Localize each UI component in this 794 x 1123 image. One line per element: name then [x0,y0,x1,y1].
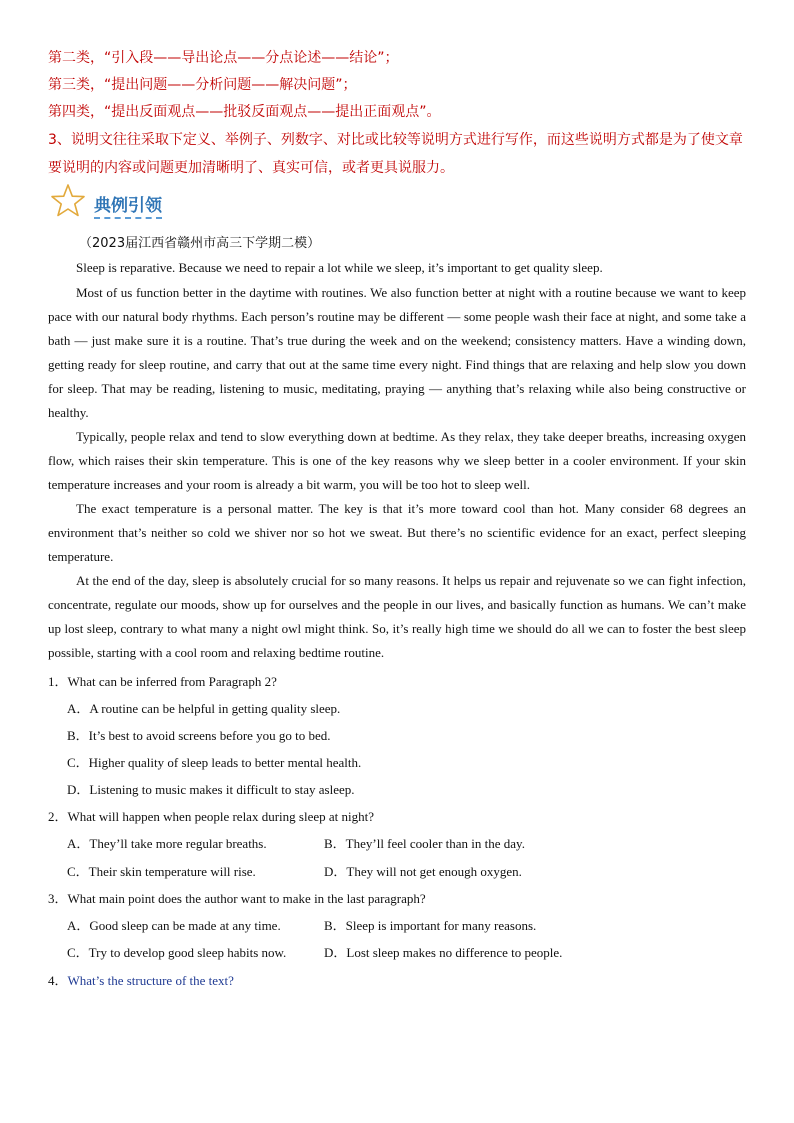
passage-paragraph-5: At the end of the day, sleep is absolutely crucial for so many reasons. It helps us repair and rejuvenate so we can fight infection, concentrate, regulate our moods, show up for ourselves and the people in our lives, and basically function as humans. We can’t make up lost sleep, contrary to what many a night owl might think. So, it’s really high time we should do all we can to foster the best sleep possible, starting with a cool room and relaxing bedtime routine. [48,573,746,661]
question-3-option-b: B．Sleep is important for many reasons. [324,918,537,933]
question-1-stem: 1．What can be inferred from Paragraph 2? [48,674,277,689]
question-4-number: 4． [48,973,68,988]
question-2-option-a: A．They’ll take more regular breaths. [67,836,267,851]
question-3-stem: 3．What main point does the author want to make in the last paragraph? [48,891,426,906]
question-2-option-c: C．Their skin temperature will rise. [67,864,256,879]
intro-line-4: 3、说明文往往采取下定义、举例子、列数字、对比或比较等说明方式进行写作，而这些说明方式都是为了使文章 [48,132,743,148]
source-line: （2023届江西省赣州市高三下学期二模） [79,236,321,251]
question-1-option-d: D．Listening to music makes it difficult to stay asleep. [67,782,355,797]
passage-paragraph-3: Typically, people relax and tend to slow everything down at bedtime. As they relax, they take deeper breaths, increasing oxygen flow, which raises their skin temperature. This is one of the key reasons why we sleep better in a cooler environment. If your skin temperature increases and your room is already a bit warm, you will be too hot to sleep well. [48,429,746,493]
star-icon [50,183,86,219]
question-3-option-d: D．Lost sleep makes no difference to people. [324,945,563,960]
question-1-option-b: B．It’s best to avoid screens before you go to bed. [67,728,331,743]
question-2-option-d: D．They will not get enough oxygen. [324,864,522,879]
section-title: 典例引领 [94,191,162,219]
question-1-option-c: C．Higher quality of sleep leads to better mental health. [67,755,362,770]
passage-paragraph-2: Most of us function better in the daytime with routines. We also function better at night with a routine because we want to keep pace with our natural body rhythms. Each person’s routine may be different — some people wash their face at night, and some take a bath — just make sure it is a routine. That’s true during the week and on the weekend; consistency matters. Have a winding down, getting ready for sleep routine, and carry that out at the same time every night. Find things that are relaxing and help slow you down for sleep. That may be reading, listening to music, meditating, praying — anything that’s relaxing while also being constructive or healthy. [48,285,746,421]
passage-paragraph-4: The exact temperature is a personal matter. The key is that it’s more toward cool than hot. Many consider 68 degrees an environment that’s neither so cold we shiver nor so hot we sweat. But there’s no scientific evidence for an exact, perfect sleeping temperature. [48,501,746,565]
question-3-option-a: A．Good sleep can be made at any time. [67,918,281,933]
question-4-stem [48,970,234,989]
question-4-text: What’s the structure of the text? [67,973,234,988]
question-3-option-c: C．Try to develop good sleep habits now. [67,945,287,960]
question-1-option-a: A．A routine can be helpful in getting quality sleep. [67,701,341,716]
intro-line-1: 第二类，“引入段——导出论点——分点论述——结论”； [48,50,399,66]
passage-paragraph-1: Sleep is reparative. Because we need to repair a lot while we sleep, it’s important to get quality sleep. [76,260,603,275]
question-2-option-b: B．They’ll feel cooler than in the day. [324,836,525,851]
intro-line-5: 要说明的内容或问题更加清晰明了、真实可信，或者更具说服力。 [48,160,454,176]
intro-line-2: 第三类，“提出问题——分析问题——解决问题”； [48,77,357,93]
intro-line-3: 第四类，“提出反面观点——批驳反面观点——提出正面观点”。 [48,104,441,120]
question-2-stem: 2．What will happen when people relax during sleep at night? [48,809,374,824]
